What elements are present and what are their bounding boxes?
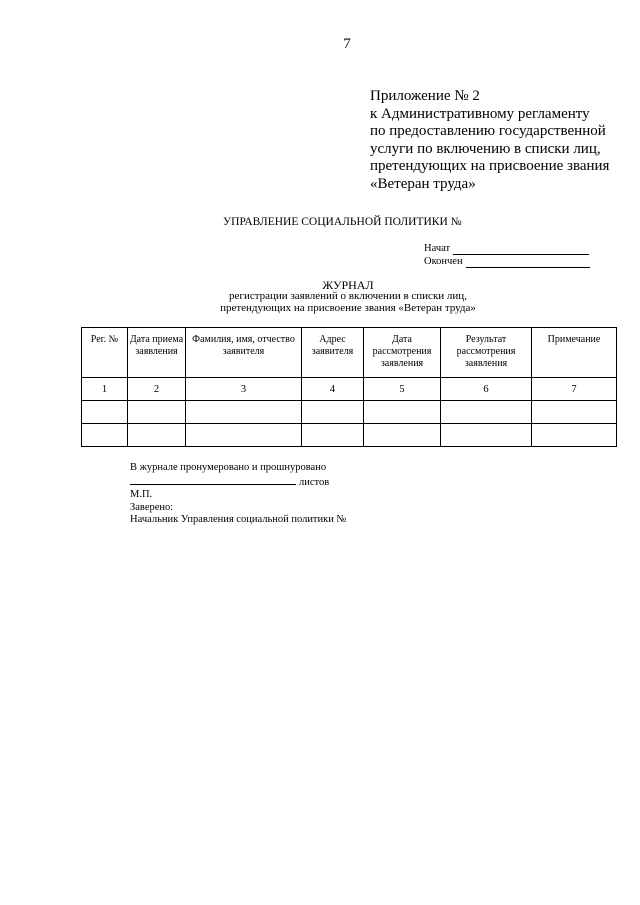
stamp-label: М.П. <box>130 489 153 500</box>
header-reg-number: Рег. № <box>82 328 128 378</box>
appendix-block <box>370 88 638 193</box>
appendix-line: услуги по включению в списки лиц, <box>370 140 601 157</box>
empty-cell <box>186 401 302 424</box>
journal-subtitle: претендующих на присвоение звания «Ветеран труда» <box>220 301 476 314</box>
empty-cell <box>441 401 532 424</box>
empty-cell <box>532 401 617 424</box>
empty-cell <box>302 401 364 424</box>
column-number: 4 <box>302 378 364 401</box>
column-number: 3 <box>186 378 302 401</box>
column-number: 2 <box>128 378 186 401</box>
empty-cell <box>128 401 186 424</box>
appendix-line: к Административному регламенту <box>370 105 590 122</box>
header-applicant-name: Фамилия, имя, отчество заявителя <box>186 328 302 378</box>
table-number-row <box>82 378 617 401</box>
empty-cell <box>532 424 617 447</box>
sheets-row <box>130 475 347 490</box>
empty-cell <box>302 424 364 447</box>
started-row <box>424 242 590 255</box>
appendix-line: претендующих на присвоение звания <box>370 158 610 174</box>
journal-title-block <box>80 279 616 314</box>
empty-cell <box>364 401 441 424</box>
table-empty-row <box>82 401 617 424</box>
column-number: 1 <box>82 378 128 401</box>
footer-block <box>130 462 347 527</box>
empty-cell <box>186 424 302 447</box>
header-review-result: Результат рассмотрения заявления <box>441 328 532 378</box>
column-number: 6 <box>441 378 532 401</box>
started-label: Начат <box>424 243 451 254</box>
empty-cell <box>128 424 186 447</box>
finished-label: Окончен <box>424 256 463 267</box>
journal-title: ЖУРНАЛ <box>322 278 374 292</box>
appendix-line: по предоставлению государственной <box>370 123 606 139</box>
table-header-row <box>82 328 617 378</box>
department-heading: УПРАВЛЕНИЕ СОЦИАЛЬНОЙ ПОЛИТИКИ № <box>223 216 462 228</box>
journal-subtitle: регистрации заявлений о включении в списки лиц, <box>229 290 467 302</box>
table-empty-row <box>82 424 617 447</box>
empty-cell <box>82 401 128 424</box>
page-number: 7 <box>343 36 351 52</box>
certified-label: Заверено: <box>130 501 174 513</box>
sheets-blank-line <box>130 475 296 485</box>
empty-cell <box>364 424 441 447</box>
column-number: 5 <box>364 378 441 401</box>
header-applicant-address: Адрес заявителя <box>302 328 364 378</box>
started-blank-line <box>453 244 589 255</box>
numbered-statement: В журнале пронумеровано и прошнуровано <box>130 462 327 473</box>
sheets-label: листов <box>299 476 330 488</box>
column-number: 7 <box>532 378 617 401</box>
registration-table <box>81 327 617 447</box>
header-note: Примечание <box>532 328 617 378</box>
appendix-line: Приложение № 2 <box>370 88 480 104</box>
appendix-line: «Ветеран труда» <box>370 175 476 192</box>
journal-dates <box>424 242 590 268</box>
head-signature-label: Начальник Управления социальной политики № <box>130 514 347 525</box>
empty-cell <box>82 424 128 447</box>
header-review-date: Дата рассмотрения заявления <box>364 328 441 378</box>
empty-cell <box>441 424 532 447</box>
finished-row <box>424 255 590 268</box>
header-receipt-date: Дата приема заявления <box>128 328 186 378</box>
finished-blank-line <box>466 257 590 268</box>
